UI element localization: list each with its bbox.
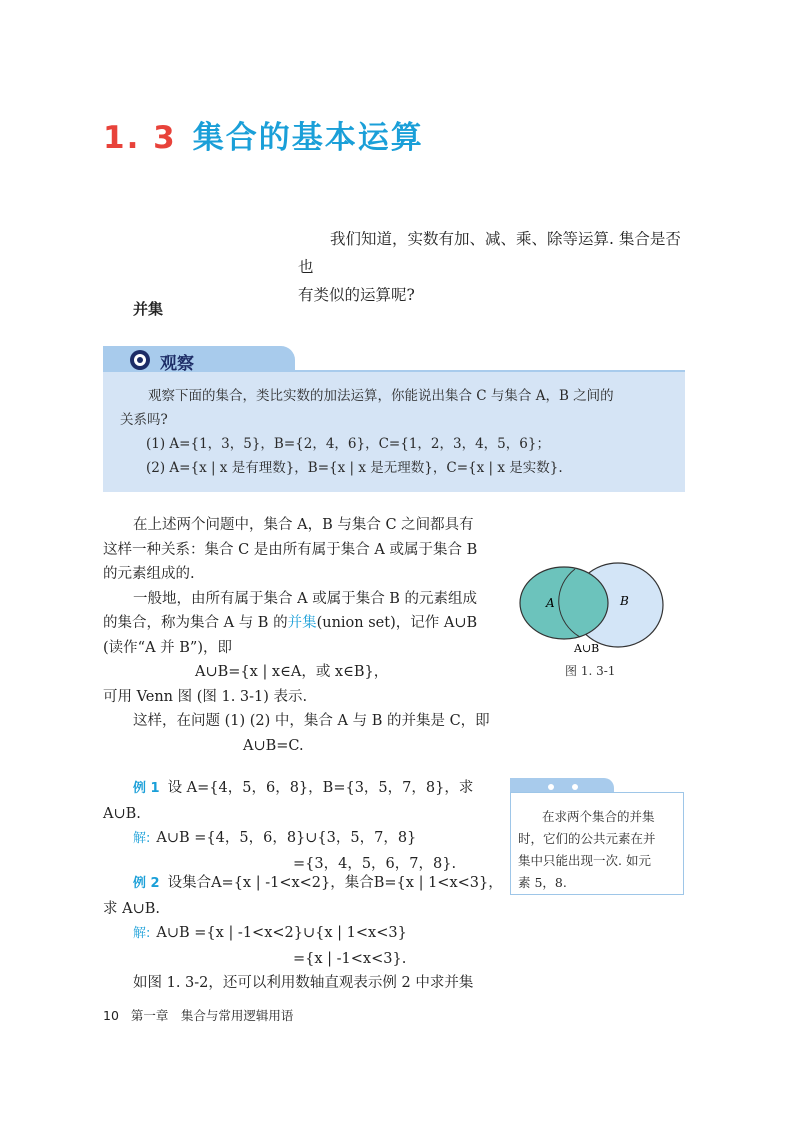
figure-caption: 图 1. 3-1	[565, 664, 616, 678]
observe-label: 观察	[160, 354, 194, 374]
section-number: 1. 3	[103, 120, 177, 156]
solution-line	[103, 826, 503, 852]
observe-line: 观察下面的集合，类比实数的加法运算，你能说出集合 C 与集合 A，B 之间的	[148, 388, 614, 404]
solution-line: ={x | -1<x<3}.	[293, 950, 407, 967]
intro-line: 我们知道，实数有加、减、乘、除等运算. 集合是否也	[298, 230, 681, 276]
example-2	[103, 871, 503, 996]
solution-text: A∪B ={x | -1<x<2}∪{x | 1<x<3}	[156, 925, 407, 941]
example-1	[103, 776, 503, 876]
intro-paragraph	[298, 225, 690, 309]
page-title	[103, 112, 424, 157]
note-dot-icon	[548, 784, 554, 790]
body-line	[103, 611, 503, 636]
body-line: 的元素组成的.	[103, 566, 195, 582]
venn-label-union: A∪B	[574, 642, 600, 655]
section-title: 集合的基本运算	[192, 120, 424, 156]
note-line: 在求两个集合的并集	[542, 809, 655, 824]
venn-label-a: A	[546, 596, 555, 610]
page-number: 10	[103, 1008, 119, 1023]
body-line: 在上述两个问题中，集合 A，B 与集合 C 之间都具有	[133, 517, 474, 533]
example-question-text: 设 A={4，5，6，8}，B={3，5，7，8}，求A∪B.	[103, 780, 474, 822]
venn-set-a	[520, 567, 608, 639]
example-question	[103, 871, 503, 897]
body-text-span: 的集合，称为集合 A 与 B 的	[103, 615, 288, 631]
intro-line: 有类似的运算呢?	[298, 286, 415, 304]
body-text-span: (union set)，记作 A∪B	[316, 615, 478, 631]
note-dot-icon	[572, 784, 578, 790]
body-line: 可用 Venn 图 (图 1. 3-1) 表示.	[103, 688, 308, 705]
body-text	[103, 513, 503, 758]
chapter-title: 第一章 集合与常用逻辑用语	[130, 1008, 294, 1023]
solution-line	[103, 921, 503, 947]
body-line: 这样，在问题 (1) (2) 中，集合 A 与 B 的并集是 C，即	[133, 713, 490, 729]
example-question: 求 A∪B.	[103, 900, 160, 917]
body-line: 这样一种关系：集合 C 是由所有属于集合 A 或属于集合 B	[103, 541, 478, 558]
solution-label: 解:	[133, 926, 151, 941]
body-line: 一般地，由所有属于集合 A 或属于集合 B 的元素组成	[133, 590, 478, 607]
union-definition-formula: A∪B={x | x∈A，或 x∈B}，	[195, 664, 389, 680]
solution-label: 解:	[133, 831, 151, 846]
note-line: 集中只能出现一次. 如元	[518, 853, 651, 868]
solution-text: A∪B ={4，5，6，8}∪{3，5，7，8}	[156, 830, 417, 846]
union-result-formula: A∪B=C.	[243, 737, 304, 754]
subsection-heading: 并集	[133, 300, 164, 318]
term-union-set: 并集	[287, 615, 317, 631]
observe-item: (2) A={x | x 是有理数}，B={x | x 是无理数}，C={x | x 是实数}.	[146, 460, 563, 476]
page-footer	[103, 1006, 293, 1024]
example-label: 例 2	[133, 876, 160, 891]
example-question-text: 设集合A={x | -1<x<2}，集合B={x | 1<x<3}，	[167, 875, 503, 891]
body-line: (读作“A 并 B”)，即	[103, 639, 232, 656]
note-text	[518, 806, 678, 894]
solution-line: ={3，4，5，6，7，8}.	[293, 855, 457, 872]
observe-text	[120, 384, 675, 480]
venn-label-b: B	[620, 594, 629, 608]
example-label: 例 1	[133, 781, 160, 796]
observe-eye-icon	[130, 350, 150, 370]
example-question	[103, 776, 503, 826]
body-line: 如图 1. 3-2，还可以利用数轴直观表示例 2 中求并集	[133, 975, 474, 991]
note-line: 时，它们的公共元素在并	[518, 831, 656, 846]
note-line: 素 5，8.	[518, 875, 567, 890]
venn-diagram	[510, 555, 670, 655]
observe-line: 关系吗?	[120, 412, 168, 428]
observe-item: (1) A={1，3，5}，B={2，4，6}，C={1，2，3，4，5，6}；	[146, 436, 550, 452]
